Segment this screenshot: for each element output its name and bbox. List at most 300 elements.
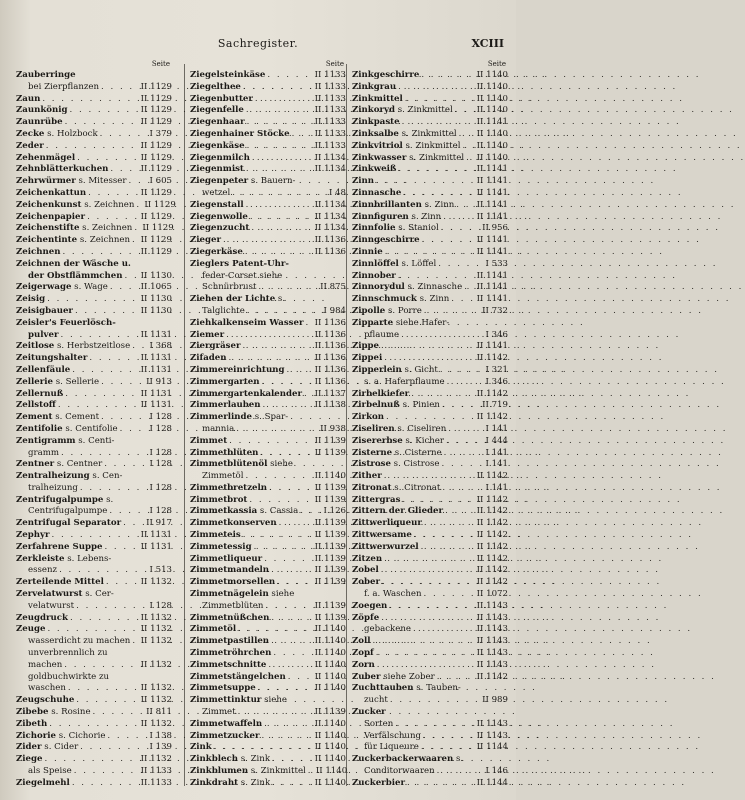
dot-leader <box>59 330 141 342</box>
dot-leader <box>227 353 315 365</box>
page-reference: II 1140 <box>476 152 508 163</box>
page-reference: II 1143 <box>476 624 508 635</box>
dot-leader <box>102 459 149 471</box>
entry-subtext: machen <box>28 659 63 670</box>
dot-leader <box>438 365 486 377</box>
entry-term <box>16 176 127 188</box>
entry-subtext: s. Cer- <box>82 589 114 600</box>
dot-leader <box>102 542 140 554</box>
dot-leader <box>371 636 477 648</box>
dot-leader <box>260 377 315 389</box>
dot-leader <box>286 672 315 684</box>
entry-term <box>352 377 445 389</box>
entry-term <box>16 294 45 306</box>
entry-headword: Ziegelmehl <box>16 777 70 788</box>
index-entry <box>190 259 346 271</box>
entry-headword: Zirkon <box>352 412 384 423</box>
page-reference: II 1133 <box>140 777 172 788</box>
index-entry <box>352 565 508 577</box>
dot-leader <box>243 471 314 483</box>
dot-leader <box>40 94 140 106</box>
index-entry <box>16 695 172 707</box>
index-entry <box>16 766 172 778</box>
entry-term <box>352 341 379 353</box>
index-entry <box>352 754 508 766</box>
dot-leader <box>374 648 477 660</box>
entry-headword: Zittwerwurzel <box>352 541 419 552</box>
entry-headword: Zinksalbe <box>352 128 399 139</box>
dot-leader <box>384 412 477 424</box>
entry-term <box>16 471 122 483</box>
page-reference: II 1133 <box>314 70 346 80</box>
index-entry <box>16 282 172 294</box>
page-reference: II 1141 <box>476 246 508 257</box>
index-entry <box>352 294 508 306</box>
entry-subtext: Zimmet <box>202 707 236 718</box>
entry-term <box>190 341 240 353</box>
page-reference: II 1133 <box>314 128 346 139</box>
page-reference: II 1143 <box>476 612 508 623</box>
dot-leader <box>68 105 141 117</box>
page-reference: II 1136 <box>314 317 346 328</box>
index-entry <box>16 318 172 330</box>
entry-headword: Zinn <box>352 176 375 187</box>
entry-term <box>190 766 306 778</box>
entry-headword: Zinkdraht <box>190 777 239 788</box>
dot-leader <box>252 542 315 554</box>
entry-headword: Ziegenpeter <box>190 176 249 187</box>
entry-headword: Ziegenstall <box>190 199 244 210</box>
entry-subtext: s. Lebens- <box>64 553 112 564</box>
entry-subtext: unverbrennlich zu <box>28 648 108 659</box>
entry-headword: Zinkgeschirre <box>352 70 420 80</box>
entry-headword: Zimmetstängelchen <box>190 671 286 682</box>
dot-leader <box>453 105 477 117</box>
page-reference: II 1139 <box>314 600 346 611</box>
dot-leader <box>263 601 314 613</box>
dot-leader <box>245 117 315 129</box>
dot-leader <box>44 141 141 153</box>
page-reference: II 1129 <box>140 93 172 104</box>
entry-subtext: s. Holzbock <box>44 128 98 139</box>
entry-term <box>16 554 111 566</box>
entry-headword: Ziegelsteinkäse <box>190 70 266 80</box>
dot-leader <box>412 530 477 542</box>
page-reference: II 1142 <box>476 577 508 588</box>
entry-term <box>16 577 104 589</box>
page-reference: I 141 <box>485 482 508 493</box>
page-reference: II 1142 <box>476 412 508 423</box>
entry-term <box>352 495 400 507</box>
page-reference: II 1140 <box>314 730 346 741</box>
index-entry <box>352 176 508 188</box>
index-entry <box>190 117 346 129</box>
entry-subtext: s. Ciseliren <box>394 423 447 434</box>
entry-subtext: s. Wage <box>71 282 108 293</box>
page-reference: II 1129 <box>140 235 172 246</box>
page-reference: II 1129 <box>140 211 172 222</box>
dot-leader <box>454 200 476 212</box>
index-entry <box>352 589 508 601</box>
page-reference: II 1133 <box>314 117 346 128</box>
entry-headword: Zeuge <box>16 624 46 635</box>
index-entry <box>352 636 508 648</box>
entry-headword: Zistrose <box>352 459 391 470</box>
index-entry <box>190 377 346 389</box>
index-entry <box>352 117 508 129</box>
index-entry <box>352 742 508 754</box>
index-entry <box>190 141 346 153</box>
entry-headword: Zieglers Patent-Uhr- <box>190 258 289 269</box>
page-reference: II 1140 <box>314 754 346 765</box>
index-entry <box>190 271 346 283</box>
entry-headword: Zellerie <box>16 376 53 387</box>
entry-term <box>352 129 457 141</box>
entry-headword: Zucker <box>352 707 386 718</box>
page-reference: II 1142 <box>476 506 508 517</box>
dot-leader <box>253 94 315 106</box>
page-reference: II 1131 <box>140 530 172 541</box>
page-reference: I 138 <box>149 730 172 741</box>
entry-headword: Zeder <box>16 140 44 151</box>
page-reference: II 1129 <box>140 140 172 151</box>
entry-term <box>190 235 221 247</box>
entry-term <box>16 306 73 318</box>
page-reference: II 1139 <box>314 577 346 588</box>
page-reference: II 1132 <box>140 624 172 635</box>
index-entry <box>16 341 172 353</box>
page-reference: II 1134 <box>314 152 346 163</box>
entry-headword: Zimmerlauben <box>190 400 261 411</box>
index-entry <box>16 683 172 695</box>
page-reference: II 1129 <box>140 152 172 163</box>
entry-headword: Zinkgrau <box>352 81 397 92</box>
entry-term <box>16 318 116 330</box>
entry-term <box>16 660 62 672</box>
index-entry <box>16 164 172 176</box>
entry-headword: Zephyr <box>16 530 50 541</box>
index-entry <box>352 719 508 731</box>
entry-headword: Zimmetblütenöl <box>190 459 268 470</box>
entry-headword: Zink <box>190 742 212 753</box>
entry-subtext: Verfälschung <box>364 730 421 741</box>
page-reference: II 1129 <box>140 187 172 198</box>
dot-leader <box>444 436 485 448</box>
page-reference: II 1139 <box>314 494 346 505</box>
page-reference: I 605 <box>149 176 172 187</box>
index-entry <box>190 613 346 625</box>
dot-leader <box>108 164 140 176</box>
entry-term <box>16 613 68 625</box>
index-entry <box>16 577 172 589</box>
dot-leader <box>284 365 314 377</box>
entry-subtext: s. Porre <box>385 305 422 316</box>
entry-headword: Zorn <box>352 659 375 670</box>
entry-headword: Zimmetschnitte <box>190 659 267 670</box>
page-reference: II 1129 <box>144 199 176 210</box>
index-entry <box>190 483 346 495</box>
page-reference: II 1139 <box>314 447 346 458</box>
index-entry <box>16 613 172 625</box>
dot-leader <box>130 235 141 247</box>
entry-term <box>16 742 78 754</box>
dot-leader <box>379 613 476 625</box>
entry-term <box>352 742 419 754</box>
page-reference: II 1129 <box>140 246 172 257</box>
entry-subtext: s. Cichorie <box>56 730 106 741</box>
index-entry <box>352 318 508 330</box>
entry-subtext: s. Centi- <box>75 435 115 446</box>
entry-headword: Zimmetnüßchen <box>190 612 270 623</box>
entry-headword: Zimmergartenkalender <box>190 388 303 399</box>
dot-leader <box>440 400 482 412</box>
running-title: Sachregister. <box>217 37 299 50</box>
entry-subtext: s. Zinkmittel <box>398 128 457 139</box>
entry-headword: Zimmerlinde <box>190 412 252 423</box>
page-reference: II 1141 <box>476 235 508 246</box>
page-reference: II 1142 <box>476 565 508 576</box>
entry-term <box>190 330 224 342</box>
page-reference: I 444 <box>485 435 508 446</box>
index-entry <box>16 483 172 495</box>
page-reference: II 1132 <box>140 659 172 670</box>
dot-leader <box>409 389 476 401</box>
page-reference: II 1143 <box>476 600 508 611</box>
index-entry <box>190 577 346 589</box>
entry-term <box>16 506 107 518</box>
entry-headword: Ziegelthee <box>190 81 241 92</box>
entry-headword: Zaunrübe <box>16 117 63 128</box>
dot-leader <box>382 554 476 566</box>
entry-headword: Zellenfäule <box>16 364 71 375</box>
entry-term <box>16 483 78 495</box>
page-reference: II 1130 <box>140 270 172 281</box>
entry-headword: Zeisig <box>16 294 46 305</box>
entry-headword: Zither <box>352 471 382 482</box>
page-reference: II 732 <box>482 305 508 316</box>
entry-term <box>352 235 420 247</box>
dot-leader <box>262 554 314 566</box>
page-reference: II 1141 <box>476 270 508 281</box>
entry-term <box>190 353 227 365</box>
index-entry <box>190 436 346 448</box>
entry-subtext: s. Staniol <box>395 223 439 234</box>
page-reference: I 128 <box>149 447 172 458</box>
index-entry <box>352 141 508 153</box>
entry-headword: Zittwerliqueur <box>352 518 422 529</box>
index-entry <box>352 223 508 235</box>
entry-headword: Zentrifugal Separator <box>16 518 122 529</box>
page-reference: II 1136 <box>314 341 346 352</box>
index-entry <box>190 672 346 684</box>
dot-leader <box>72 766 141 778</box>
entry-term <box>16 424 118 436</box>
entry-term <box>16 448 59 460</box>
dot-leader <box>270 754 315 766</box>
entry-term <box>16 636 130 648</box>
dot-leader <box>98 129 150 141</box>
index-entry <box>16 707 172 719</box>
index-entry <box>352 271 508 283</box>
index-entry <box>190 400 346 412</box>
entry-subtext: s. Mitesser <box>75 176 127 187</box>
index-entry <box>190 294 346 306</box>
entry-headword: Ziegenkäse <box>190 140 245 151</box>
entry-headword: Zimmetliqueur <box>190 553 263 564</box>
entry-headword: Zimmeteis <box>190 530 241 541</box>
entry-term <box>16 200 134 212</box>
entry-term <box>16 766 72 778</box>
entry-headword: Zimmetbretzeln <box>190 482 267 493</box>
index-entry <box>16 389 172 401</box>
entry-headword: Zinkblech <box>190 754 238 765</box>
entry-term <box>352 294 449 306</box>
index-entry <box>352 542 508 554</box>
entry-term <box>352 400 440 412</box>
entry-subtext: s. Cisterne <box>392 447 442 458</box>
page-reference: II 1139 <box>314 530 346 541</box>
page-reference: II 1139 <box>314 707 346 718</box>
entry-subtext: s. Cider <box>41 742 79 753</box>
entry-subtext: f. a. Waschen <box>364 589 422 600</box>
entry-term <box>352 94 403 106</box>
entry-subtext: siehe <box>261 695 287 706</box>
entry-headword: Zentigramm <box>16 435 76 446</box>
entry-term <box>352 483 440 495</box>
dot-leader <box>382 471 477 483</box>
index-entry <box>190 731 346 743</box>
entry-subtext: s. Zeichnen <box>79 223 133 234</box>
index-entry <box>190 660 346 672</box>
entry-term <box>190 117 245 129</box>
dot-leader <box>265 70 314 82</box>
entry-subtext: s. Zinkmittel <box>402 140 461 151</box>
index-entry <box>16 636 172 648</box>
entry-headword: Zoegen <box>352 600 388 611</box>
entry-term <box>352 577 380 589</box>
entry-headword: Zentifolie <box>16 423 63 434</box>
entry-headword: Zeisler's Feuerlösch- <box>16 317 116 328</box>
page-reference: II 1144 <box>476 742 508 753</box>
entry-term <box>16 719 47 731</box>
entry-term <box>352 318 449 330</box>
entry-subtext: s. Cement <box>52 412 100 423</box>
entry-headword: Zaun <box>16 93 41 104</box>
page-reference: II 1132 <box>140 718 172 729</box>
dot-leader <box>63 117 141 129</box>
index-entry <box>16 742 172 754</box>
entry-headword: Zifaden <box>190 353 227 364</box>
dot-leader <box>405 778 477 790</box>
entry-subtext: siehe <box>268 589 295 600</box>
page-reference: II 1142 <box>476 671 508 682</box>
page-reference: II 1131 <box>140 364 172 375</box>
index-entry <box>352 707 508 719</box>
page-reference: II 1142 <box>476 494 508 505</box>
index-entry <box>16 105 172 117</box>
dot-leader <box>382 353 476 365</box>
dot-leader <box>388 695 482 707</box>
entry-headword: Zinngeschirre <box>352 235 420 246</box>
entry-term <box>190 377 260 389</box>
dot-leader <box>396 164 476 176</box>
dot-leader <box>99 412 149 424</box>
dot-leader <box>123 271 141 283</box>
index-entry <box>352 683 508 695</box>
index-entry <box>190 82 346 94</box>
dot-leader <box>248 212 315 224</box>
entry-headword: Ziegenhaar <box>190 117 245 128</box>
entry-headword: Zeigerwage <box>16 282 72 293</box>
entry-term <box>352 330 399 342</box>
page-reference: II 1140 <box>476 70 508 80</box>
index-entry <box>190 223 346 235</box>
entry-headword: Zimmet <box>190 435 228 446</box>
page-reference: II 956 <box>482 223 508 234</box>
index-entry <box>16 436 172 448</box>
page-reference: II 1136 <box>314 353 346 364</box>
dot-leader <box>107 506 149 518</box>
entry-headword: Zinnie <box>352 246 383 257</box>
index-entry <box>190 754 346 766</box>
index-entry <box>352 601 508 613</box>
entry-term <box>190 412 288 424</box>
page-reference: II 1144 <box>476 777 508 788</box>
entry-headword: Zimmereinrichtung <box>190 364 285 375</box>
page-reference: II 1134 <box>314 199 346 210</box>
dot-leader <box>436 259 485 271</box>
page-reference: I 368 <box>149 341 172 352</box>
entry-headword: Zerfahrene Suppe <box>16 541 103 552</box>
dot-leader <box>130 341 149 353</box>
entry-subtext: Talglichte <box>202 305 245 316</box>
page-reference: II 1141 <box>476 282 508 293</box>
entry-subtext: Centrifugalpumpe <box>28 506 108 517</box>
index-entry <box>16 259 172 271</box>
index-entry <box>190 365 346 377</box>
page-reference: II 1131 <box>140 400 172 411</box>
index-entry <box>16 82 172 94</box>
dot-leader <box>108 282 141 294</box>
entry-subtext: s. Herbstzeitlose <box>54 341 131 352</box>
dot-leader <box>393 719 476 731</box>
dot-leader <box>243 247 315 259</box>
index-entry <box>352 188 508 200</box>
entry-headword: Zinkweiß <box>352 164 397 175</box>
entry-subtext: s. Gicht <box>401 364 438 375</box>
index-entry <box>16 660 172 672</box>
entry-term <box>190 105 244 117</box>
index-entry <box>16 778 172 790</box>
index-entry <box>352 518 508 530</box>
dot-leader <box>277 518 315 530</box>
page-reference: II 1143 <box>476 659 508 670</box>
entry-term <box>352 660 375 672</box>
entry-term <box>352 459 440 471</box>
index-entry <box>190 778 346 790</box>
index-entry <box>190 424 346 436</box>
index-entry <box>190 235 346 247</box>
entry-term <box>352 695 388 707</box>
index-entry <box>16 565 172 577</box>
index-entry <box>16 188 172 200</box>
index-entry <box>16 554 172 566</box>
entry-subtext: siehe <box>267 459 293 470</box>
page-reference: I 379 <box>149 128 172 139</box>
entry-headword: Zehnblätterkuchen <box>16 164 109 175</box>
entry-term <box>190 212 248 224</box>
index-entry <box>16 648 172 660</box>
